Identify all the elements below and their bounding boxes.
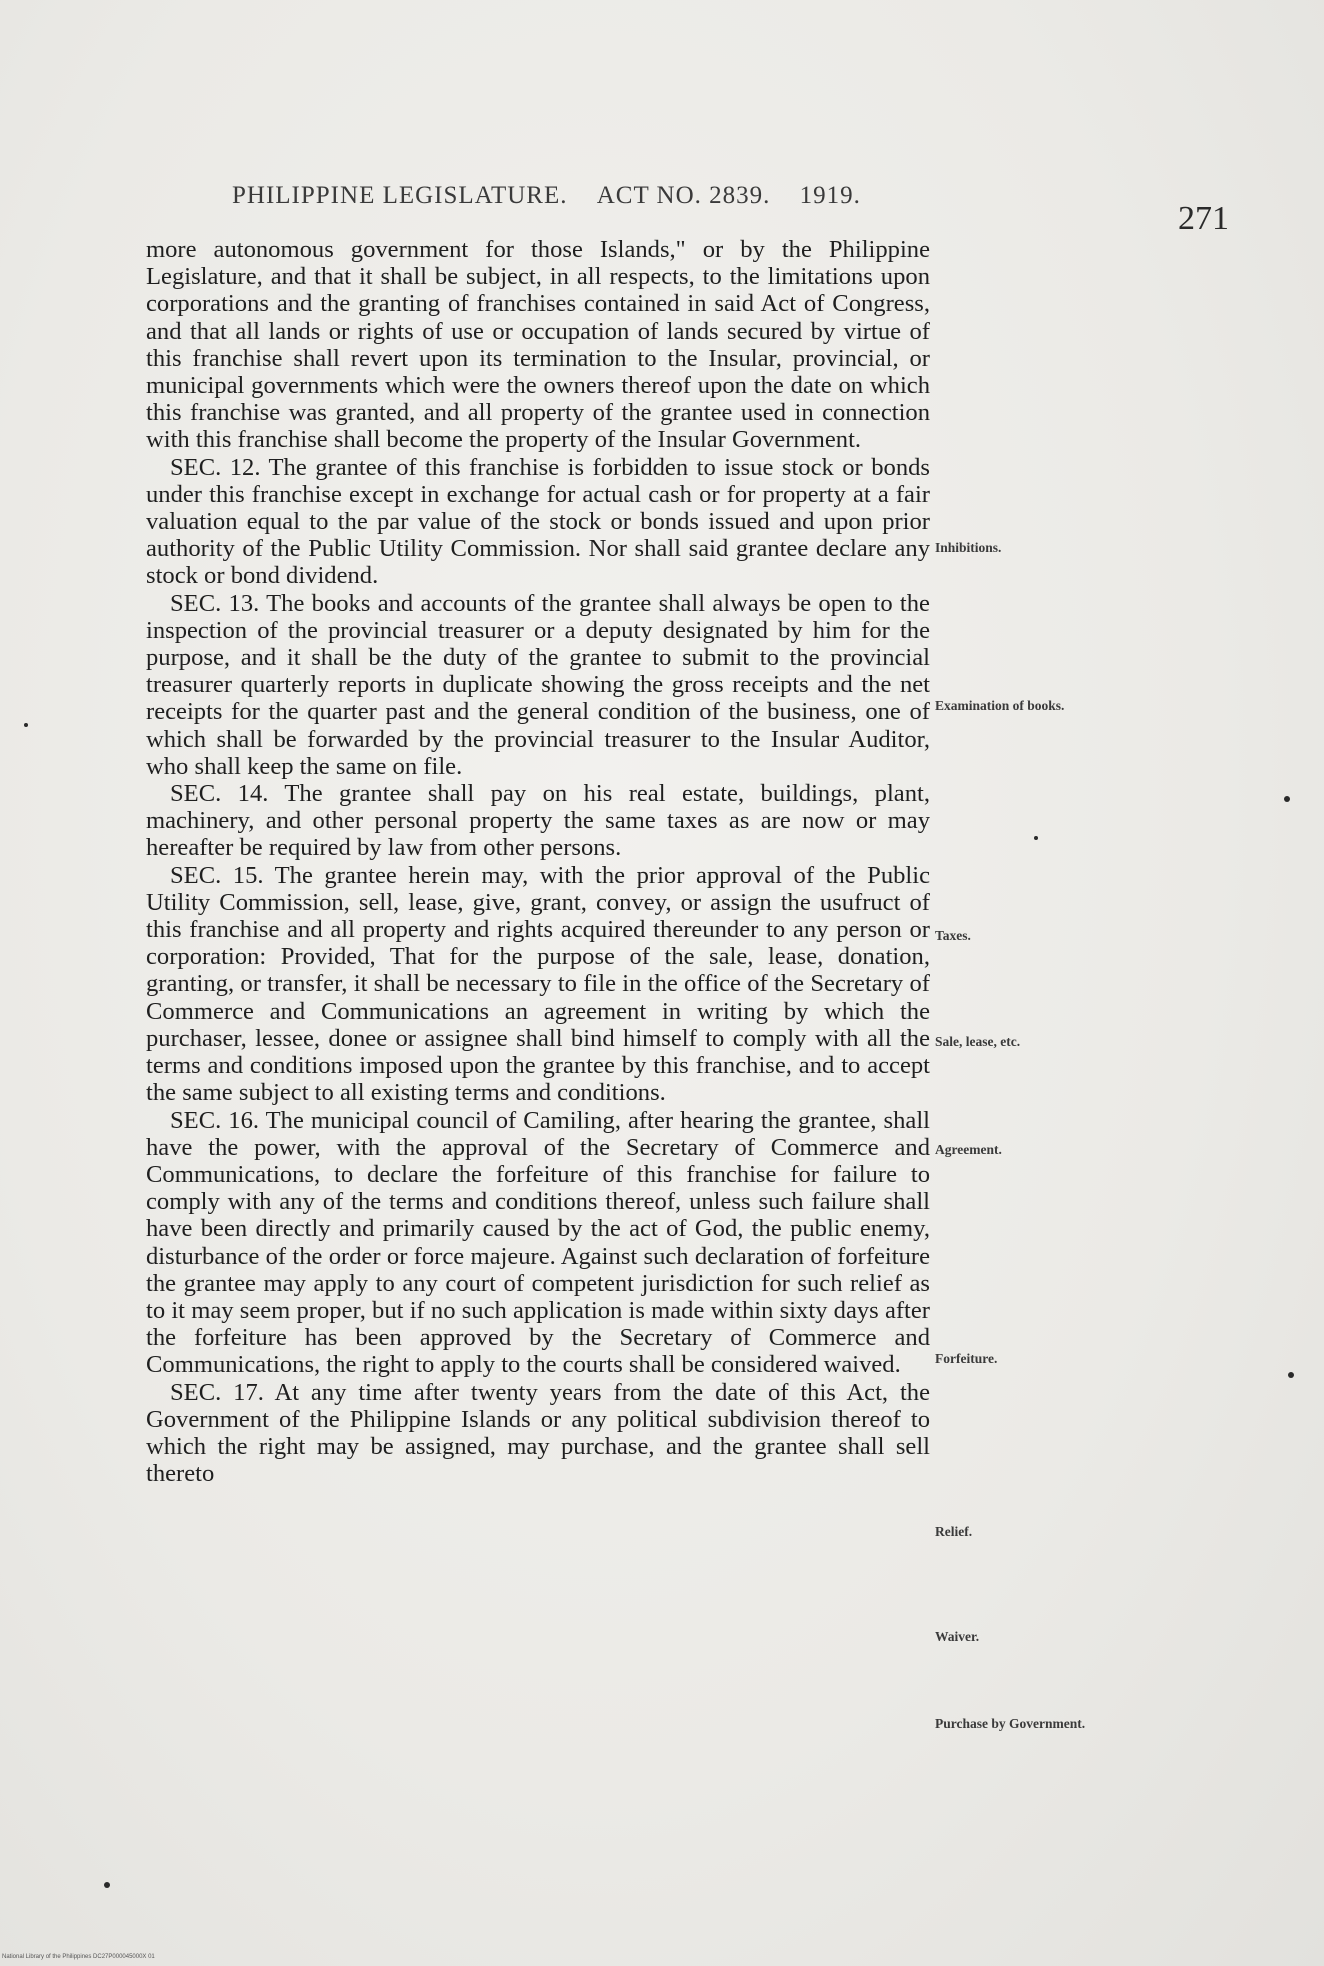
section-number: SEC. 17. bbox=[170, 1378, 264, 1406]
margin-note-purchase: Purchase by Government. bbox=[935, 1716, 1086, 1731]
section-number: SEC. 14. bbox=[170, 780, 269, 808]
running-header bbox=[232, 182, 883, 210]
paragraph-continued bbox=[146, 236, 930, 454]
paragraph-text: The grantee herein may, with the prior approval of the Public Utility Commission, sell, lease, give, grant, convey, or assign the usufruct of this franchise and all property and rights acquired thereunder to any person or corporation: Provided, That for the purpose of the sale, lease, donation, granting, or transfer, it shall be necessary to file in the office of the Secretary of Commerce and Communications an agreement in writing by which the purchaser, lessee, donee or assignee shall bind himself to comply with all the terms and conditions imposed upon the grantee by this franchise, and to accept the same subject to all existing terms and conditions. bbox=[146, 861, 930, 1107]
header-year: 1919. bbox=[799, 182, 861, 209]
section-13 bbox=[146, 590, 930, 780]
margin-note-inhibitions: Inhibitions. bbox=[935, 540, 1002, 555]
section-16 bbox=[146, 1107, 930, 1379]
margin-note-agreement: Agreement. bbox=[935, 1142, 1002, 1157]
paragraph-text: At any time after twenty years from the date of this Act, the Government of the Philippine Islands or any political subdivision thereof to which the right may be assigned, may purchase, and the grantee shall sell thereto bbox=[146, 1378, 930, 1488]
section-15 bbox=[146, 862, 930, 1107]
section-number: SEC. 16. bbox=[170, 1106, 260, 1134]
section-14 bbox=[146, 780, 930, 862]
margin-note-sale: Sale, lease, etc. bbox=[935, 1034, 1021, 1049]
header-act: ACT NO. 2839. bbox=[596, 182, 771, 209]
section-12 bbox=[146, 454, 930, 590]
margin-note-taxes: Taxes. bbox=[935, 928, 971, 943]
section-number: SEC. 13. bbox=[170, 589, 260, 617]
paragraph-text: The grantee shall pay on his real estate, buildings, plant, machinery, and other personal property the same taxes as are now or may hereafter be required by law from other persons. bbox=[146, 780, 930, 862]
page-number: 271 bbox=[1178, 200, 1229, 237]
scan-footer: National Library of the Philippines DC27P000045000X 01 bbox=[2, 1954, 155, 1960]
section-number: SEC. 15. bbox=[170, 861, 264, 889]
margin-note-forfeiture: Forfeiture. bbox=[935, 1351, 998, 1366]
margin-note-relief: Relief. bbox=[935, 1524, 973, 1539]
scan-speck bbox=[1284, 796, 1290, 802]
margin-note-examination: Examination of books. bbox=[935, 698, 1065, 713]
section-17 bbox=[146, 1379, 930, 1488]
scan-speck bbox=[104, 1882, 110, 1888]
body-text bbox=[146, 236, 930, 1487]
scan-speck bbox=[1034, 836, 1038, 840]
margin-note-waiver: Waiver. bbox=[935, 1629, 980, 1644]
paragraph-text: The municipal council of Camiling, after hearing the grantee, shall have the power, with the approval of the Secretary of Commerce and Communications, to declare the forfeiture of this franchise for failure to comply with any of the terms and conditions thereof, unless such failure shall have been directly and primarily caused by the act of God, the public enemy, disturbance of the order or force majeure. Against such declaration of forfeiture the grantee may apply to any court of competent jurisdiction for such relief as to it may seem proper, but if no such application is made within sixty days after the forfeiture has been approved by the Secretary of Commerce and Communications, the right to apply to the courts shall be considered waived. bbox=[146, 1106, 930, 1379]
paragraph-text: The books and accounts of the grantee shall always be open to the inspection of the provincial treasurer or a deputy designated by him for the purpose, and it shall be the duty of the grantee to submit to the provincial treasurer quarterly reports in duplicate showing the gross receipts and the net receipts for the quarter past and the general condition of the business, one of which shall be forwarded by the provincial treasurer to the Insular Auditor, who shall keep the same on file. bbox=[146, 589, 930, 780]
section-number: SEC. 12. bbox=[170, 453, 261, 481]
scan-speck bbox=[1288, 1372, 1294, 1378]
paragraph-text: The grantee of this franchise is forbidden to issue stock or bonds under this franchise except in exchange for actual cash or for property at a fair valuation equal to the par value of the stock or bonds issued and upon prior authority of the Public Utility Commission. Nor shall said grantee declare any stock or bond dividend. bbox=[146, 453, 930, 590]
scan-speck bbox=[24, 723, 28, 727]
header-title: PHILIPPINE LEGISLATURE. bbox=[232, 182, 568, 209]
paragraph-text: more autonomous government for those Islands," or by the Philippine Legislature, and that it shall be subject, in all respects, to the limitations upon corporations and the granting of franchises contained in said Act of Congress, and that all lands or rights of use or occupation of lands secured by virtue of this franchise shall revert upon its termination to the Insular, provincial, or municipal governments which were the owners thereof upon the date on which this franchise was granted, and all property of the grantee used in connection with this franchise shall become the property of the Insular Government. bbox=[146, 236, 930, 454]
